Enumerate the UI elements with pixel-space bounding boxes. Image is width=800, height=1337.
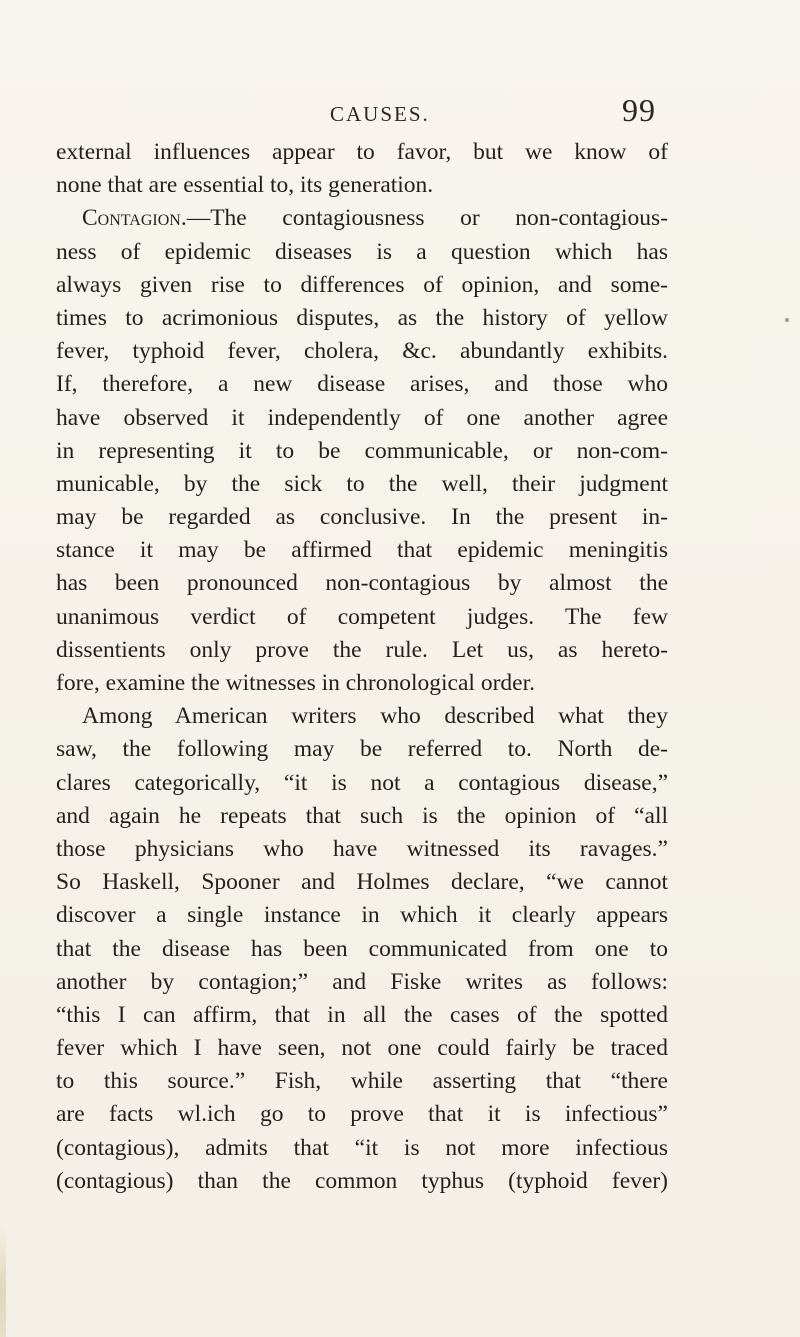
text-line [56, 202, 668, 235]
section-lead: Contagion. [82, 205, 187, 232]
text-line: fore, examine the witnesses in chronological order. [56, 670, 535, 696]
text-line: has been pronounced non-contagious by almost the [56, 570, 668, 597]
text-line: have observed it independently of one another agree [56, 404, 668, 431]
page-header [0, 92, 800, 132]
text-line: “this I can affirm, that in all the cases of the spotted [56, 1001, 668, 1028]
text-line: may be regarded as conclusive. In the present in- [56, 504, 668, 531]
text-line: fever which I have seen, not one could fairly be traced [56, 1035, 668, 1062]
running-head: CAUSES. [330, 102, 430, 126]
text-line: (contagious) than the common typhus (typhoid fever) [56, 1167, 668, 1194]
text-line: and again he repeats that such is the opinion of “all [56, 802, 668, 829]
text-line: in representing it to be communicable, or non-com- [56, 437, 668, 464]
text-line: another by contagion;” and Fiske writes as follows: [56, 968, 668, 995]
text-line: times to acrimonious disputes, as the history of yellow [56, 304, 668, 331]
text-line: fever, typhoid fever, cholera, &c. abundantly exhibits. [56, 338, 668, 365]
text-line: Among American writers who described what they [82, 703, 668, 730]
text-line: to this source.” Fish, while asserting that “there [56, 1068, 668, 1095]
text-line: external influences appear to favor, but we know of [56, 139, 668, 165]
text-line: those physicians who have witnessed its ravages.” [56, 835, 668, 862]
text-line: are facts wl.ich go to prove that it is infectious” [56, 1101, 668, 1128]
text-line: If, therefore, a new disease arises, and those who [56, 371, 668, 398]
text-line: discover a single instance in which it clearly appears [56, 902, 668, 929]
text-line: always given rise to differences of opinion, and some- [56, 271, 668, 298]
page-number: 99 [622, 92, 656, 128]
text-line: clares categorically, “it is not a contagious disease,” [56, 769, 668, 796]
text-line: that the disease has been communicated from one to [56, 935, 668, 962]
text-line: So Haskell, Spooner and Holmes declare, “we cannot [56, 869, 668, 896]
text-line: none that are essential to, its generation. [56, 172, 434, 199]
paper-speck [785, 318, 789, 322]
text-line: municable, by the sick to the well, their judgment [56, 470, 668, 497]
text-line: stance it may be affirmed that epidemic meningitis [56, 537, 668, 564]
text-line: ness of epidemic diseases is a question which has [56, 238, 668, 265]
text-line: (contagious), admits that “it is not more infectious [56, 1134, 668, 1161]
text-line-fragment: —The contagiousness or non-contagious- [186, 205, 668, 232]
text-line: dissentients only prove the rule. Let us, as hereto- [56, 636, 668, 663]
body-text [56, 136, 668, 1198]
text-line: saw, the following may be referred to. North de- [56, 736, 668, 763]
text-line: unanimous verdict of competent judges. The few [56, 603, 668, 630]
page-edge-stain [0, 1225, 6, 1337]
